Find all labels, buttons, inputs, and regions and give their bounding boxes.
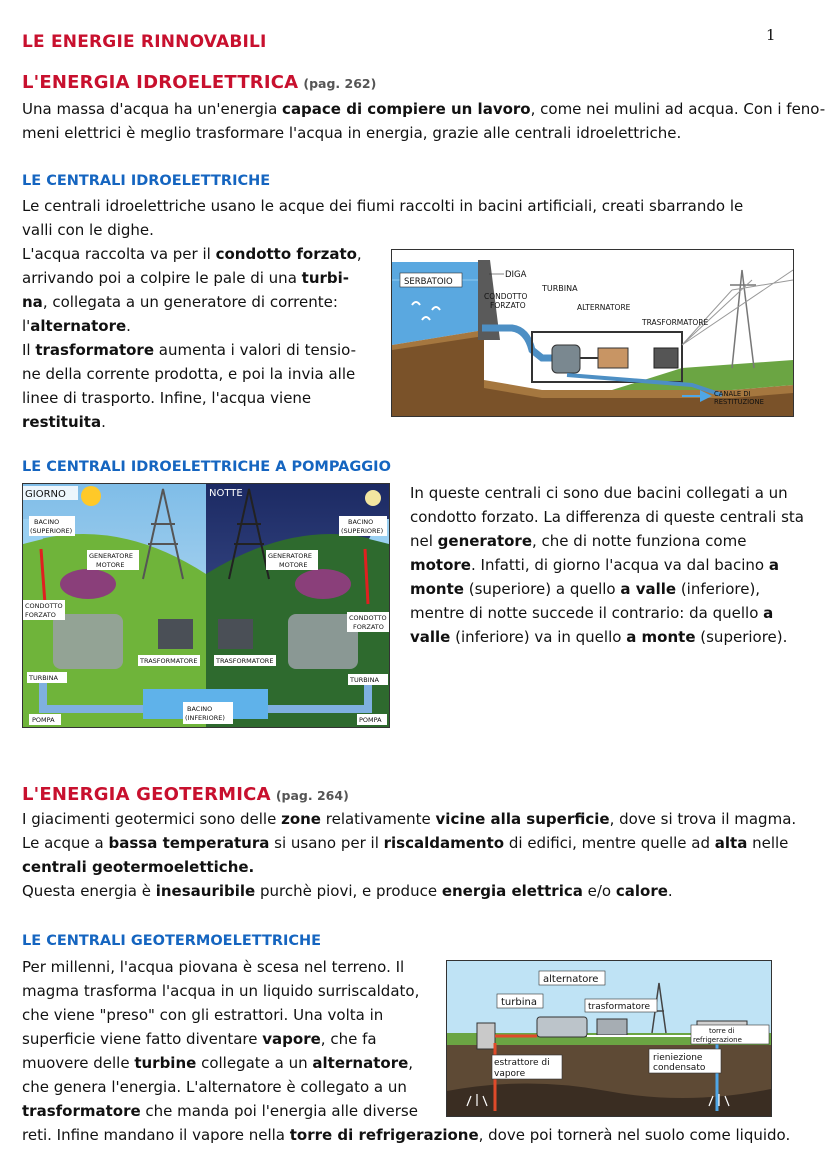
label-geo-turbina: turbina [501, 997, 537, 1008]
label-serbatoio: SERBATOIO [404, 277, 453, 287]
sun-icon [81, 486, 101, 506]
hydro-page-ref: (pag. 262) [303, 76, 377, 91]
label-pompa-right: POMPA [359, 716, 382, 724]
label-geo-trasformatore: trasformatore [588, 1002, 651, 1012]
hydro-intro-line1: Una massa d'acqua ha un'energia capace di compiere un lavoro, come nei mulini ad acqua. Con i feno- [22, 100, 826, 118]
label-geo-torre: torre di [709, 1027, 735, 1035]
geo-plants-last-line: reti. Infine mandano il vapore nella torre di refrigerazione, dove poi tornerà nel suolo come liquido. [22, 1126, 791, 1144]
geo-line2: Le acque a bassa temperatura si usano per il riscaldamento di edifici, mentre quelle ad alta nelle [22, 834, 789, 852]
label-condotto-right: CONDOTTO [349, 614, 387, 622]
label-forzato-right: FORZATO [353, 623, 384, 631]
label-superiore-right: (SUPERIORE) [341, 527, 384, 535]
label-inferiore: (INFERIORE) [185, 714, 225, 722]
geothermal-diagram [446, 960, 772, 1117]
label-giorno: GIORNO [25, 489, 66, 500]
hydro-heading [22, 72, 376, 93]
label-condotto-left: CONDOTTO [25, 602, 63, 610]
geo-heading [22, 784, 349, 805]
geo-intro [22, 807, 817, 903]
label-motore-left: MOTORE [96, 561, 125, 569]
hydro-plants-heading: LE CENTRALI IDROELETTRICHE [22, 173, 271, 189]
geo-line4: Questa energia è inesauribile purchè piovi, e produce energia elettrica e/o calore. [22, 882, 673, 900]
hydro-title: L'ENERGIA IDROELETTRICA [22, 72, 299, 93]
geo-plants-heading: LE CENTRALI GEOTERMOELETTRICHE [22, 933, 322, 949]
label-notte: NOTTE [209, 488, 243, 499]
hydro-plants-intro [22, 194, 812, 242]
geo-page-ref: (pag. 264) [275, 788, 349, 803]
hydro-plants-text: L'acqua raccolta va per il condotto forzato, arrivando poi a colpire le pale di una turbi-na, collegata a un generatore di corrente: l'alternatore. Il trasformatore aumenta i valori di tensio-ne della corrente prodotta, e poi la invia alle linee di trasporto. Infine, l'acqua viene restituita. [22, 245, 362, 431]
pump-heading: LE CENTRALI IDROELETTRICHE A POMPAGGIO [22, 459, 391, 475]
page-title: LE ENERGIE RINNOVABILI [22, 32, 267, 52]
geo-title: L'ENERGIA GEOTERMICA [22, 784, 271, 805]
hydro-plants-line1: Le centrali idroelettriche usano le acque dei fiumi raccolti in bacini artificiali, creati sbarrando le [22, 197, 744, 215]
label-bacino-sup-right: BACINO [348, 518, 374, 526]
geo-plants-text: Per millenni, l'acqua piovana è scesa nel terreno. Il magma trasforma l'acqua in un liquido surriscaldato, che viene "preso" con gli estrattori. Una volta in superficie viene fatto diventare vapore, che fa muovere delle turbine collegate a un alternatore, che genera l'energia. L'alternatore è collegato a un trasformatore che manda poi l'energia alle diverse [22, 958, 420, 1120]
hydro-intro-line2: meni elettrici è meglio trasformare l'acqua in energia, grazie alle centrali idroelettriche. [22, 124, 682, 142]
label-geo-refrigerazione: refrigerazione [693, 1036, 742, 1044]
label-generatore-right: GENERATORE [268, 552, 313, 560]
label-bacino-sup-left: BACINO [34, 518, 60, 526]
label-diga: DIGA [505, 270, 527, 280]
label-trasformatore-right: TRASFORMATORE [216, 657, 274, 665]
geo-line1: I giacimenti geotermici sono delle zone relativamente vicine alla superficie, dove si trova il magma. [22, 810, 797, 828]
label-turbina-left: TURBINA [29, 674, 58, 682]
hydro-plants-line2: valli con le dighe. [22, 221, 154, 239]
geo-line3: centrali geotermoelettiche. [22, 858, 255, 876]
label-motore-right: MOTORE [279, 561, 308, 569]
label-forzato-left: FORZATO [25, 611, 56, 619]
label-pompa-left: POMPA [32, 716, 55, 724]
label-generatore-left: GENERATORE [89, 552, 134, 560]
label-geo-estrattore: estrattore di [494, 1058, 550, 1068]
label-superiore-left: (SUPERIORE) [30, 527, 73, 535]
label-alternatore: ALTERNATORE [577, 303, 631, 312]
label-restituzione: RESTITUZIONE [714, 398, 764, 406]
label-bacino-inf: BACINO [187, 705, 213, 713]
label-turbina: TURBINA [542, 284, 578, 293]
label-condotto: CONDOTTO [484, 292, 528, 301]
page-number: 1 [766, 26, 776, 44]
moon-icon [365, 490, 381, 506]
label-geo-condensato: condensato [653, 1063, 706, 1073]
label-trasformatore: TRASFORMATORE [642, 318, 709, 327]
label-turbina-right: TURBINA [350, 676, 379, 684]
label-geo-alternatore: alternatore [543, 974, 599, 985]
label-canale: CANALE DI [714, 390, 751, 398]
hydro-plant-diagram [391, 249, 794, 417]
label-forzato: FORZATO [490, 301, 526, 310]
label-geo-rieniezione: rieniezione [653, 1053, 703, 1063]
label-trasformatore-left: TRASFORMATORE [140, 657, 198, 665]
pump-text: In queste centrali ci sono due bacini collegati a un condotto forzato. La differenza di queste centrali sta nel generatore, che di notte funziona come motore. Infatti, di giorno l'acqua va dal bacino a monte (superiore) a quello a valle (inferiore), mentre di notte succede il contrario: da quello a valle (inferiore) va in quello a monte (superiore). [410, 484, 804, 646]
label-geo-vapore: vapore [494, 1069, 526, 1079]
hydro-intro [22, 97, 826, 145]
pumped-storage-diagram [22, 483, 390, 728]
